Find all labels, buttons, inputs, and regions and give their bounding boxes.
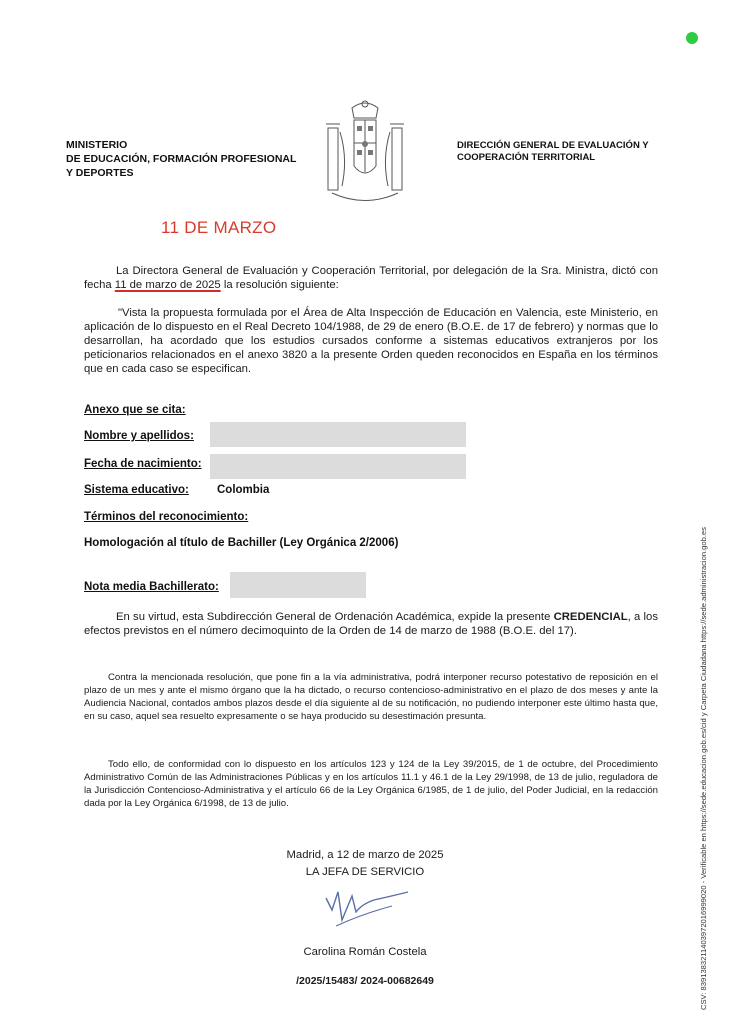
credential-word: CREDENCIAL: [553, 611, 628, 623]
green-dot-icon: [686, 32, 698, 44]
quote-paragraph: "Vista la propuesta formulada por el Área de Alta Inspección de Educación en Valencia, este Ministerio, en aplicación de lo dispuesto en el Real Decreto 104/1988, de 29 de enero (B.O.E. de 17 de febrero) y normas que lo desarrollan, ha acordado que los estudios cursados conforme a sistemas educativos extranjeros por los peticionarios relacionados en el anexo 3820 a la presente Orden queden reconocidos en España en los términos que en cada caso se especifican.: [84, 307, 658, 375]
ministry-line-1: MINISTERIO: [66, 139, 128, 151]
legal-paragraph: Todo ello, de conformidad con lo dispuesto en los artículos 123 y 124 de la Ley 39/2015, de 1 de octubre, del Procedimiento Administrativo Común de las Administraciones Públicas y en los artículos 11.1 y 46.1 de la Ley 29/1998, de 13 de julio, reguladora de la Jurisdicción Contencioso-Administrativa y el artículo 66 de la Ley Orgánica 6/1985, de 1 de julio, del Poder Judicial, en la redacción dada por la Ley Orgánica 6/1998, de 13 de julio.: [84, 759, 658, 809]
redacted-name: [210, 422, 466, 447]
signature-icon: [322, 886, 412, 930]
signer-role: LA JEFA DE SERVICIO: [305, 866, 425, 878]
name-label: Nombre y apellidos:: [84, 430, 194, 442]
credential-text-after: , a los efectos previstos en el número decimoquinto de la Orden de 14 de marzo de 1988 (B.O.E. del 17).: [84, 611, 658, 637]
redacted-grade: [230, 572, 366, 598]
grade-label: Nota media Bachillerato:: [84, 581, 219, 593]
terms-label: Términos del reconocimiento:: [84, 511, 249, 523]
appeal-paragraph: Contra la mencionada resolución, que pone fin a la vía administrativa, podrá interponer recurso potestativo de reposición en el plazo de un mes y ante el mismo órgano que la ha dictado, o recurso contencioso-administrativo en el plazo de dos meses y ante la Audiencia Nacional, contados ambos plazos desde el día siguiente al de su notificación, no pudiendo interponer este último hasta que, en su caso, aquel sea resuelto expresamente o se haya producido su desestimación presunta.: [84, 672, 658, 722]
intro-text-before: La Directora General de Evaluación y Cooperación Territorial, por delegación de la Sra. Ministra, dictó con fecha: [84, 265, 658, 291]
directorate-header: [457, 140, 687, 164]
directorate-line-2: COOPERACIÓN TERRITORIAL: [457, 152, 596, 163]
system-label: Sistema educativo:: [84, 484, 189, 496]
ministry-header: [66, 138, 326, 180]
ministry-line-3: Y DEPORTES: [66, 167, 134, 179]
redacted-birth-date: [210, 454, 466, 479]
credential-paragraph: [84, 610, 658, 638]
directorate-line-1: DIRECCIÓN GENERAL DE EVALUACIÓN Y: [457, 140, 649, 151]
csv-verification-text: CSV: 8391383211403972016999020 - Verificable en https://sede.educacion.gob.es/cid y Carpeta Ciudadana https://sede.administracion.gob.es: [699, 527, 708, 1010]
ministry-line-2: DE EDUCACIÓN, FORMACIÓN PROFESIONAL: [66, 153, 297, 165]
handwritten-date: 11 DE MARZO: [161, 218, 277, 237]
birth-date-label: Fecha de nacimiento:: [84, 458, 202, 470]
place-date: Madrid, a 12 de marzo de 2025: [286, 849, 444, 861]
resolution-date: 11 de marzo de 2025: [114, 279, 221, 291]
annex-label: Anexo que se cita:: [84, 404, 186, 416]
intro-paragraph: [84, 264, 658, 292]
coat-of-arms-icon: [322, 98, 408, 212]
reference-number: /2025/15483/ 2024-00682649: [296, 975, 434, 987]
system-value: Colombia: [217, 484, 270, 496]
signer-name: Carolina Román Costela: [303, 946, 427, 958]
terms-value: Homologación al título de Bachiller (Ley Orgánica 2/2006): [84, 537, 399, 549]
intro-text-after: la resolución siguiente:: [220, 279, 339, 291]
credential-text-before: En su virtud, esta Subdirección General de Ordenación Académica, expide la presente: [116, 611, 554, 623]
